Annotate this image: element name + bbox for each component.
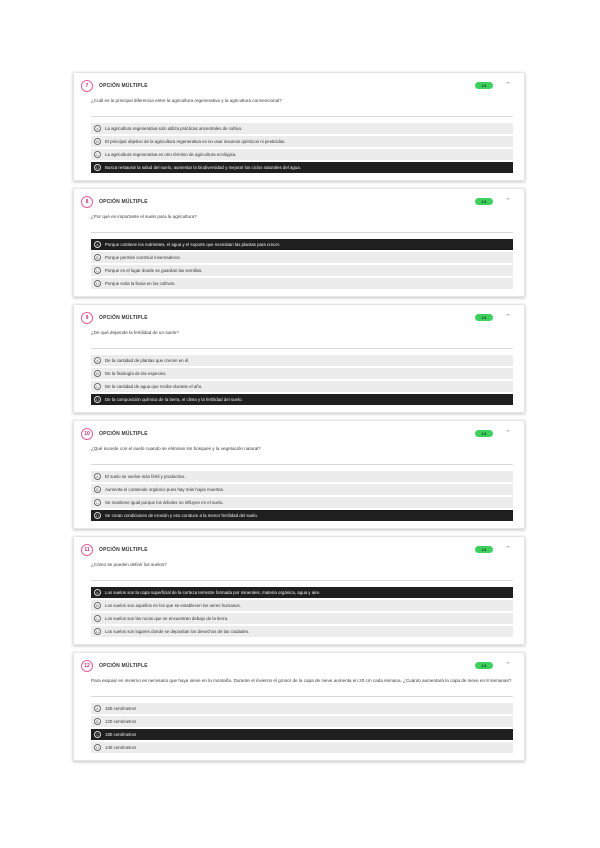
- option-text: Porque es el lugar donde se guardan las semillas.: [105, 268, 203, 273]
- option-letter-icon: B: [94, 602, 101, 609]
- option-letter-icon: B: [94, 370, 101, 377]
- answer-option[interactable]: [91, 510, 513, 521]
- option-text: Se crean condiciones de erosión y eso conduce a la menor fertilidad del suelo.: [105, 513, 259, 518]
- question-number-badge: 7: [81, 80, 93, 92]
- option-text: De la composición química de la tierra, el clima y la fertilidad del suelo.: [105, 397, 243, 402]
- option-text: Porque evita la lluvia en los cultivos.: [105, 281, 176, 286]
- question-header: [81, 80, 517, 94]
- option-letter-icon: B: [94, 486, 101, 493]
- chevron-up-icon[interactable]: ⌃: [505, 314, 511, 321]
- question-card: [73, 304, 525, 413]
- option-letter-icon: B: [94, 718, 101, 725]
- question-header: [81, 544, 517, 558]
- question-type-label: OPCIÓN MÚLTIPLE: [99, 547, 148, 553]
- option-letter-icon: D: [94, 744, 101, 751]
- option-letter-icon: D: [94, 280, 101, 287]
- option-text: De la cantidad de plantas que crecen en él.: [105, 358, 190, 363]
- option-text: De la cantidad de agua que recibe durante el año.: [105, 384, 203, 389]
- question-text: Para esquiar en invierno es necesario que haya nieve en la montaña. Durante el invierno el grosor de la capa de nieve aumenta en 20 cm cada semana. ¿Cuánto aumentará la capa de nieve en 8 semanas?: [91, 678, 512, 683]
- options-list: [81, 587, 517, 637]
- answer-option[interactable]: [91, 368, 513, 379]
- score-badge: 1/1: [475, 198, 493, 205]
- question-number-badge: 9: [81, 312, 93, 324]
- answer-option[interactable]: [91, 278, 513, 289]
- option-letter-icon: C: [94, 383, 101, 390]
- chevron-up-icon[interactable]: ⌃: [505, 82, 511, 89]
- option-text: La agricultura regenerativa es otro término de agricultura ecológica.: [105, 152, 237, 157]
- option-text: 180 centímetros: [105, 732, 137, 737]
- answer-option[interactable]: [91, 239, 513, 250]
- option-text: Los suelos son aquellos en los que se establecen los seres humanos.: [105, 603, 241, 608]
- question-number-badge: 12: [81, 660, 93, 672]
- answer-option[interactable]: [91, 484, 513, 495]
- option-text: 160 centímetros: [105, 706, 137, 711]
- option-letter-icon: A: [94, 705, 101, 712]
- chevron-up-icon[interactable]: ⌃: [505, 198, 511, 205]
- answer-option[interactable]: [91, 471, 513, 482]
- option-text: 140 centímetros: [105, 745, 137, 750]
- question-type-label: OPCIÓN MÚLTIPLE: [99, 199, 148, 205]
- option-text: Busca restaurar la salud del suelo, aumentar la biodiversidad y mejorar los ciclos naturales del agua.: [105, 165, 301, 170]
- score-badge: 1/1: [475, 662, 493, 669]
- options-list: [81, 471, 517, 521]
- option-text: El principal objetivo de la agricultura regenerativa es no usar insumos químicos ni pesticidas.: [105, 139, 286, 144]
- options-list: [81, 123, 517, 173]
- question-number-badge: 11: [81, 544, 93, 556]
- question-text: ¿Cuál es la principal diferencia entre la agricultura regenerativa y la agricultura convencional?: [91, 98, 282, 103]
- question-card: [73, 652, 525, 761]
- divider: [91, 232, 513, 233]
- option-text: El suelo se vuelve más fértil y productivo.: [105, 474, 186, 479]
- option-text: 120 centímetros: [105, 719, 137, 724]
- answer-option[interactable]: [91, 394, 513, 405]
- question-header: [81, 428, 517, 442]
- option-letter-icon: D: [94, 396, 101, 403]
- question-header: [81, 312, 517, 326]
- answer-option[interactable]: [91, 729, 513, 740]
- divider: [91, 348, 513, 349]
- divider: [91, 696, 513, 697]
- question-type-label: OPCIÓN MÚLTIPLE: [99, 83, 148, 89]
- answer-option[interactable]: [91, 587, 513, 598]
- option-text: Los suelos son lugares donde se depositan los desechos de las ciudades.: [105, 629, 250, 634]
- option-text: Los suelos son las rocas que se encuentran debajo de la tierra.: [105, 616, 229, 621]
- question-type-label: OPCIÓN MÚLTIPLE: [99, 315, 148, 321]
- score-badge: 1/1: [475, 82, 493, 89]
- option-letter-icon: C: [94, 267, 101, 274]
- answer-option[interactable]: [91, 600, 513, 611]
- answer-option[interactable]: [91, 136, 513, 147]
- option-letter-icon: D: [94, 164, 101, 171]
- divider: [91, 464, 513, 465]
- question-text: ¿Qué sucede con el suelo cuando se eliminan los bosques y la vegetación natural?: [91, 446, 261, 451]
- question-card: [73, 188, 525, 297]
- option-letter-icon: B: [94, 138, 101, 145]
- answer-option[interactable]: [91, 149, 513, 160]
- answer-option[interactable]: [91, 703, 513, 714]
- answer-option[interactable]: [91, 613, 513, 624]
- answer-option[interactable]: [91, 626, 513, 637]
- answer-option[interactable]: [91, 497, 513, 508]
- question-type-label: OPCIÓN MÚLTIPLE: [99, 431, 148, 437]
- chevron-up-icon[interactable]: ⌃: [505, 546, 511, 553]
- option-letter-icon: D: [94, 628, 101, 635]
- chevron-up-icon[interactable]: ⌃: [505, 662, 511, 669]
- score-badge: 1/1: [475, 430, 493, 437]
- option-letter-icon: A: [94, 589, 101, 596]
- answer-option[interactable]: [91, 162, 513, 173]
- option-letter-icon: C: [94, 615, 101, 622]
- chevron-up-icon[interactable]: ⌃: [505, 430, 511, 437]
- option-text: Aumenta el contenido orgánico pues hay más hojas muertas.: [105, 487, 225, 492]
- question-text: ¿De qué depende la fertilidad de un suelo?: [91, 330, 179, 335]
- option-letter-icon: D: [94, 512, 101, 519]
- option-letter-icon: A: [94, 473, 101, 480]
- quiz-results-list: [73, 72, 525, 768]
- option-text: Porque contiene los nutrientes, el agua y el soporte que necesitan las plantas para crecer.: [105, 242, 281, 247]
- question-type-label: OPCIÓN MÚLTIPLE: [99, 663, 148, 669]
- option-text: Se mantiene igual porque los árboles no influyen en el suelo.: [105, 500, 224, 505]
- option-letter-icon: C: [94, 151, 101, 158]
- option-text: La agricultura regenerativa solo utiliza prácticas ancestrales de cultivo.: [105, 126, 243, 131]
- question-card: [73, 420, 525, 529]
- answer-option[interactable]: [91, 265, 513, 276]
- score-badge: 1/1: [475, 314, 493, 321]
- options-list: [81, 239, 517, 289]
- answer-option[interactable]: [91, 381, 513, 392]
- question-header: [81, 660, 517, 674]
- question-card: [73, 72, 525, 181]
- option-text: Los suelos son la capa superficial de la corteza terrestre formada por minerales, materia orgánica, agua y aire.: [105, 590, 321, 595]
- question-card: [73, 536, 525, 645]
- options-list: [81, 355, 517, 405]
- option-text: De la fisiología de las especies.: [105, 371, 167, 376]
- option-letter-icon: C: [94, 731, 101, 738]
- option-text: Porque permite construir invernaderos.: [105, 255, 181, 260]
- options-list: [81, 703, 517, 753]
- option-letter-icon: A: [94, 357, 101, 364]
- option-letter-icon: C: [94, 499, 101, 506]
- option-letter-icon: A: [94, 125, 101, 132]
- divider: [91, 580, 513, 581]
- question-header: [81, 196, 517, 210]
- question-number-badge: 10: [81, 428, 93, 440]
- question-text: ¿Por qué es importante el suelo para la agricultura?: [91, 214, 197, 219]
- option-letter-icon: A: [94, 241, 101, 248]
- divider: [91, 116, 513, 117]
- answer-option[interactable]: [91, 355, 513, 366]
- option-letter-icon: B: [94, 254, 101, 261]
- answer-option[interactable]: [91, 123, 513, 134]
- question-number-badge: 8: [81, 196, 93, 208]
- answer-option[interactable]: [91, 742, 513, 753]
- question-text: ¿Cómo se pueden definir los suelos?: [91, 562, 167, 567]
- answer-option[interactable]: [91, 252, 513, 263]
- score-badge: 1/1: [475, 546, 493, 553]
- answer-option[interactable]: [91, 716, 513, 727]
